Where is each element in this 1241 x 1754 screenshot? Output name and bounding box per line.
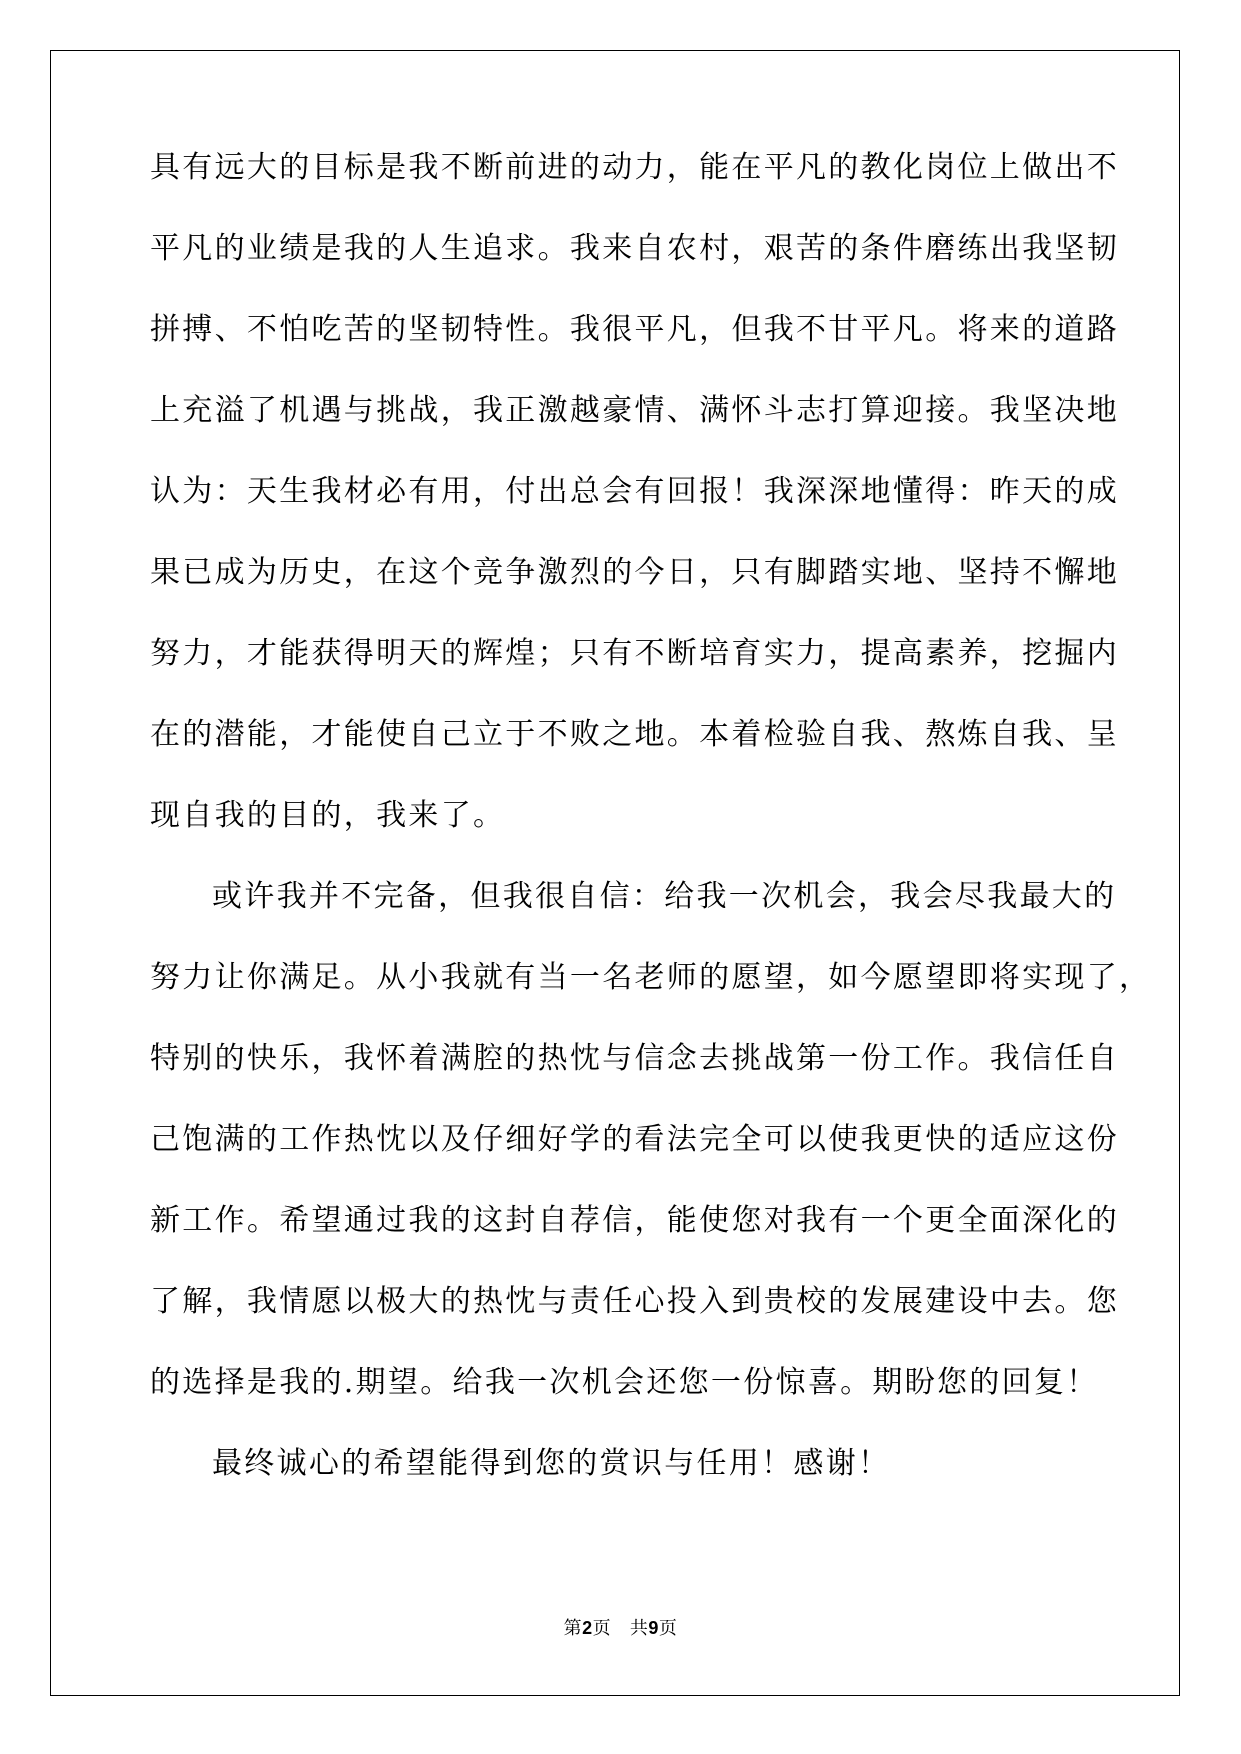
footer-prefix: 第 <box>563 1618 583 1639</box>
paragraph-2-line-3: 特别的快乐，我怀着满腔的热忱与信念去挑战第一份工作。我信任自 <box>150 1041 1119 1076</box>
paragraph-1-line-3: 拼搏、不怕吃苦的坚韧特性。我很平凡，但我不甘平凡。将来的道路 <box>150 312 1119 347</box>
footer-total-prefix: 共 <box>629 1618 649 1639</box>
paragraph-2-line-2: 努力让你满足。从小我就有当一名老师的愿望，如今愿望即将实现了， <box>150 960 1152 995</box>
paragraph-1-line-4: 上充溢了机遇与挑战，我正激越豪情、满怀斗志打算迎接。我坚决地 <box>150 393 1119 428</box>
paragraph-2-line-1: 或许我并不完备，但我很自信：给我一次机会，我会尽我最大的 <box>212 879 1117 914</box>
paragraph-2-line-5: 新工作。希望通过我的这封自荐信，能使您对我有一个更全面深化的 <box>150 1203 1119 1238</box>
paragraph-1-line-5: 认为：天生我材必有用，付出总会有回报！我深深地懂得：昨天的成 <box>150 474 1119 509</box>
footer-total-suffix: 页 <box>658 1618 678 1639</box>
footer-page-word: 页 <box>592 1618 612 1639</box>
paragraph-1-line-9: 现自我的目的，我来了。 <box>150 798 506 833</box>
paragraph-1-line-7: 努力，才能获得明天的辉煌；只有不断培育实力，提高素养，挖掘内 <box>150 636 1119 671</box>
footer-current-page: 2 <box>582 1618 593 1638</box>
paragraph-2-line-7: 的选择是我的.期望。给我一次机会还您一份惊喜。期盼您的回复！ <box>150 1365 1099 1400</box>
paragraph-1-line-2: 平凡的业绩是我的人生追求。我来自农村，艰苦的条件磨练出我坚韧 <box>150 231 1119 266</box>
paragraph-2-line-4: 己饱满的工作热忱以及仔细好学的看法完全可以使我更快的适应这份 <box>150 1122 1119 1157</box>
paragraph-2-line-6: 了解，我情愿以极大的热忱与责任心投入到贵校的发展建设中去。您 <box>150 1284 1119 1319</box>
paragraph-1-line-6: 果已成为历史，在这个竞争激烈的今日，只有脚踏实地、坚持不懈地 <box>150 555 1119 590</box>
page-footer <box>0 1616 1241 1641</box>
footer-total-pages: 9 <box>648 1618 659 1638</box>
paragraph-1-line-1: 具有远大的目标是我不断前进的动力，能在平凡的教化岗位上做出不 <box>150 150 1119 185</box>
paragraph-3-line-1: 最终诚心的希望能得到您的赏识与任用！感谢！ <box>212 1446 891 1481</box>
paragraph-1-line-8: 在的潜能，才能使自己立于不败之地。本着检验自我、熬炼自我、呈 <box>150 717 1119 752</box>
